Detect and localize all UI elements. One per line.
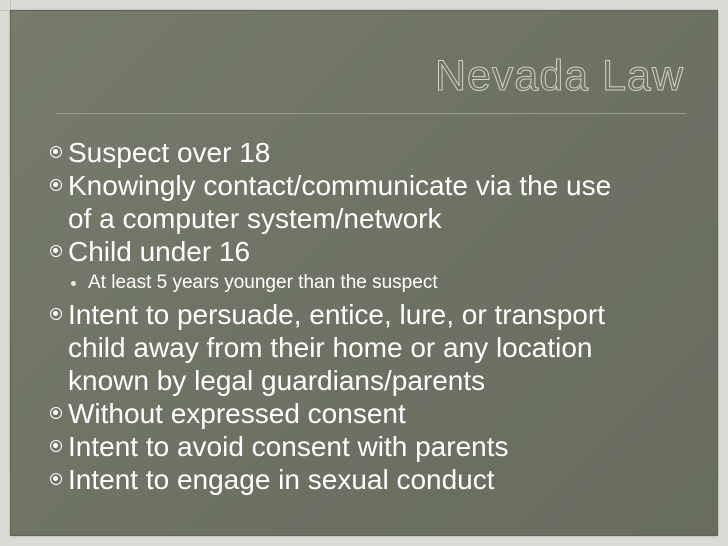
circle-bullet-icon (50, 407, 62, 419)
circle-bullet-icon (50, 308, 62, 320)
circle-bullet-icon (50, 473, 62, 485)
bullet-line: Without expressed consent (68, 398, 406, 429)
bullet-item (48, 136, 688, 169)
bullet-item (48, 298, 688, 397)
bullet-line: Knowingly contact/communicate via the use (68, 170, 612, 201)
bullet-item (48, 169, 688, 235)
bullet-list (48, 136, 688, 496)
bullet-line: Intent to engage in sexual conduct (68, 464, 495, 495)
bullet-item (48, 235, 688, 268)
bullet-line: known by legal guardians/parents (68, 365, 486, 396)
circle-bullet-icon (50, 146, 62, 158)
circle-bullet-icon (50, 179, 62, 191)
bullet-item (48, 397, 688, 430)
dot-bullet-icon (71, 281, 76, 286)
bullet-line: Suspect over 18 (68, 137, 271, 168)
bullet-line: child away from their home or any location (68, 332, 593, 363)
bullet-line: of a computer system/network (68, 203, 442, 234)
sub-bullet-item (48, 268, 688, 298)
bullet-line: Intent to avoid consent with parents (68, 431, 509, 462)
bullet-line: Intent to persuade, entice, lure, or transport (68, 299, 605, 330)
title-divider (56, 113, 686, 114)
bullet-item (48, 463, 688, 496)
bullet-item (48, 430, 688, 463)
circle-bullet-icon (50, 440, 62, 452)
bullet-line: Child under 16 (68, 236, 251, 267)
slide-title: Nevada Law (434, 52, 684, 100)
bullet-line: At least 5 years younger than the suspect (88, 272, 438, 293)
circle-bullet-icon (50, 245, 62, 257)
